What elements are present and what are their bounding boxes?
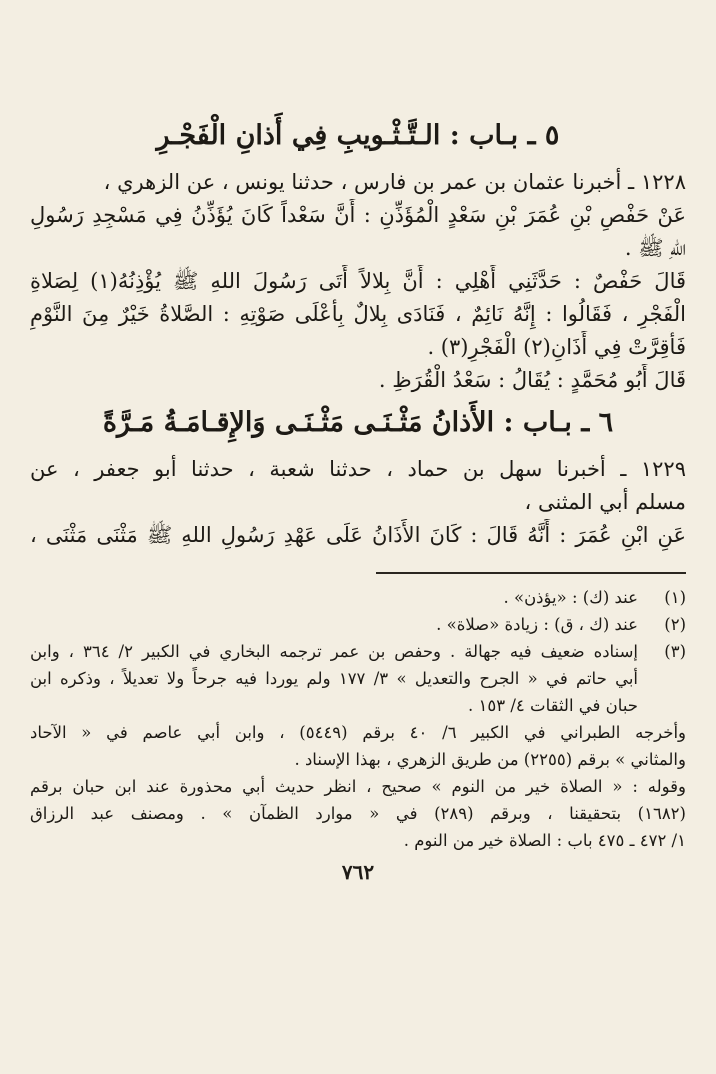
footnote-number: (٢)	[664, 615, 686, 634]
page-number: ٧٦٢	[341, 860, 375, 884]
hadith-1228-text-line-2: عَنْ حَفْصِ بْنِ عُمَرَ بْنِ سَعْدٍ الْمُؤَذِّنِ : أَنَّ سَعْداً كَانَ يُؤَذِّنُ فِي مَسْجِدِ رَسُولِ	[30, 203, 686, 227]
footnote-number: (٣)	[664, 642, 686, 661]
footnote-2	[30, 611, 686, 638]
hadith-1228-text-line-6: فَأُقِرَّتْ فِي أَذَانِ(٢) الْفَجْرِ(٣) .	[427, 335, 686, 359]
footnote-text: حبان في الثقات ٤/ ١٥٣ .	[468, 696, 638, 715]
footnote-text: عند (ك) : «يؤذن» .	[503, 588, 638, 607]
hadith-1228-text-line-7: قَالَ أَبُو مُحَمَّدٍ : يُقَالُ : سَعْدُ الْقُرَظِ .	[378, 368, 686, 392]
hadith-1228-text-line-3: اللهِ ﷺ .	[624, 236, 686, 260]
footnote-text: أبي حاتم في « الجرح والتعديل » ٣/ ١٧٧ ولم يوردا فيه جرحاً ولا تعديلاً ، وذكره ابن	[30, 669, 638, 688]
footnote-text: والمثاني » برقم (٢٢٥٥) من طريق الزهري ، بهذا الإسناد .	[294, 750, 686, 769]
footnote-text: وقوله : « الصلاة خير من النوم » صحيح ، انظر حديث أبي محذورة عند ابن حبان برقم	[30, 777, 686, 796]
footnote-text: ١/ ٤٧٢ ـ ٤٧٥ باب : الصلاة خير من النوم .	[403, 831, 686, 850]
chapter-title-5: ٥ ـ بـاب : الـتَّـثْـويبِ فِي أَذانِ الْفَجْـرِ	[156, 120, 560, 151]
footnote-text: وأخرجه الطبراني في الكبير ٦/ ٤٠ برقم (٥٤٤٩) ، وابن أبي عاصم في « الآحاد	[30, 723, 686, 742]
chapter-title-6: ٦ ـ بـاب : الأَذانُ مَثْـنَـى مَثْـنَـى وَالإِقـامَـةُ مَـرَّةً	[102, 407, 614, 438]
hadith-1229-isnad-line-2: مسلم أبي المثنى ،	[524, 490, 686, 514]
hadith-1229-text-line-3: عَنِ ابْنِ عُمَرَ : أَنَّهُ قَالَ : كَانَ الأَذَانُ عَلَى عَهْدِ رَسُولِ اللهِ ﷺ مَثْنَى مَثْنَى ،	[30, 523, 686, 547]
footnote-3-continuation	[30, 719, 686, 854]
book-page	[30, 118, 686, 884]
footnote-3	[30, 638, 686, 719]
footnote-text: إسناده ضعيف فيه جهالة . وحفص بن عمر ترجمه البخاري في الكبير ٢/ ٣٦٤ ، وابن	[30, 642, 638, 661]
hadith-1228-text-line-5: الْفَجْرِ ، فَقَالُوا : إِنَّهُ نَائِمٌ ، فَنَادَى بِلالٌ بِأَعْلَى صَوْتِهِ : الصَّلاةُ خَيْرٌ مِنَ النَّوْمِ	[30, 302, 686, 326]
footnote-text: (١٦٨٢) بتحقيقنا ، وبرقم (٢٨٩) في « موارد الظمآن » . ومصنف عبد الرزاق	[30, 804, 686, 823]
footnote-text: عند (ك ، ق) : زيادة «صلاة» .	[436, 615, 638, 634]
hadith-1229-isnad-line-1: ١٢٢٩ ـ أخبرنا سهل بن حماد ، حدثنا شعبة ، حدثنا أبو جعفر ، عن	[30, 457, 686, 481]
hadith-1228-isnad-line-1: ١٢٢٨ ـ أخبرنا عثمان بن عمر بن فارس ، حدثنا يونس ، عن الزهري ،	[103, 170, 686, 194]
hadith-1228-text-line-4: قَالَ حَفْصٌ : حَدَّثَنِي أَهْلِي : أَنَّ بِلالاً أَتَى رَسُولَ اللهِ ﷺ يُؤْذِنُهُ(١) لِصَلاةِ	[30, 269, 686, 293]
footnote-divider	[376, 572, 686, 574]
footnote-number: (١)	[664, 588, 686, 607]
footnote-1	[30, 584, 686, 611]
